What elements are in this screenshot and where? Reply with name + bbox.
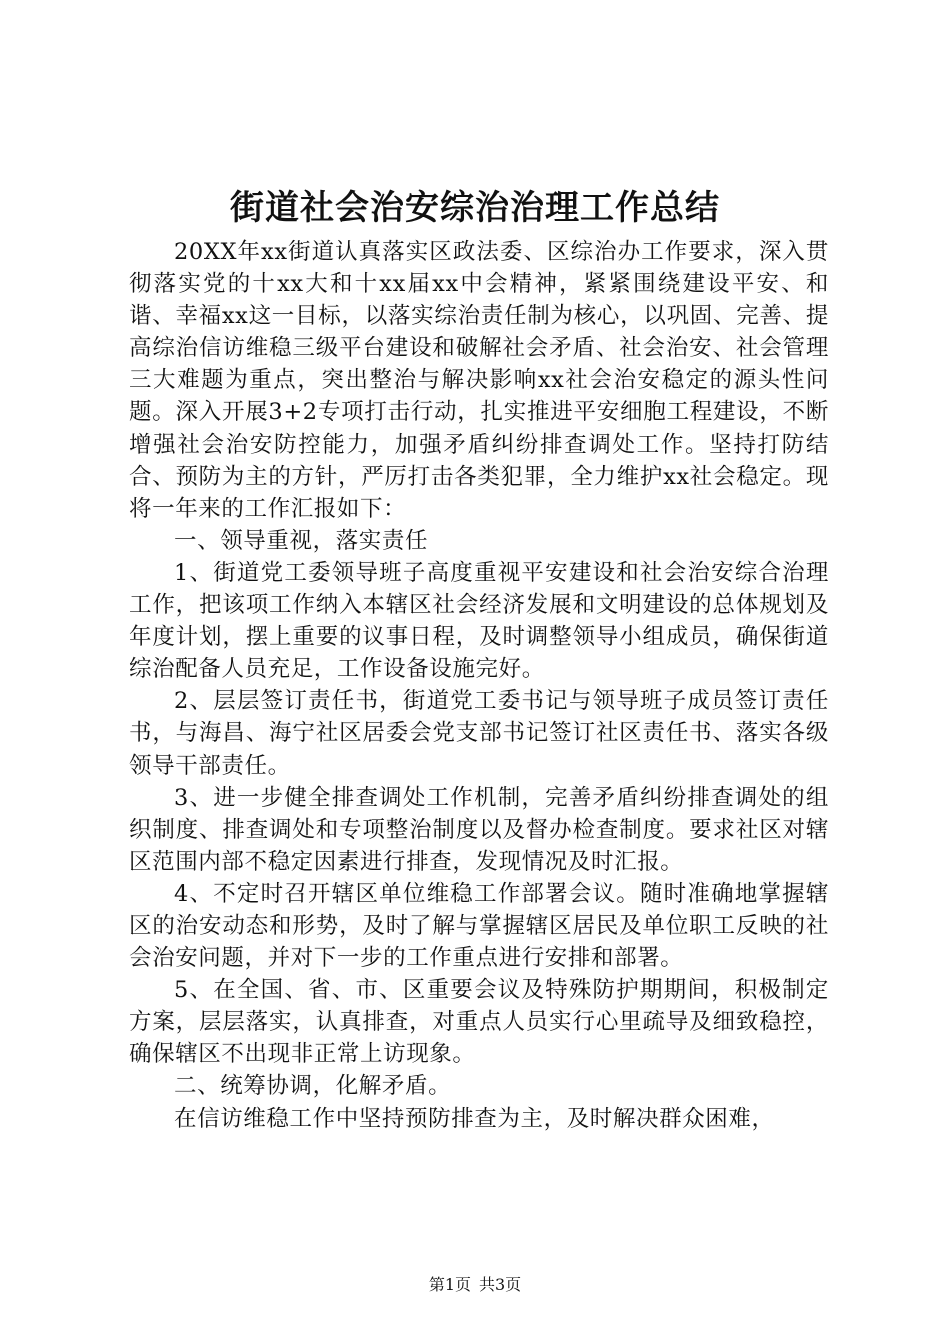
page-footer	[0, 1274, 950, 1296]
paragraph-item-4: 4、不定时召开辖区单位维稳工作部署会议。随时准确地掌握辖区的治安动态和形势，及时了解与掌握辖区居民及单位职工反映的社会治安问题，并对下一步的工作重点进行安排和部署。	[129, 880, 829, 972]
page-total: 共3页	[479, 1275, 522, 1294]
section-heading-1: 一、领导重视，落实责任	[174, 527, 429, 554]
paragraph-intro: 20XX年xx街道认真落实区政法委、区综治办工作要求，深入贯彻落实党的十xx大和十xx届xx中会精神，紧紧围绕建设平安、和谐、幸福xx这一目标，以落实综治责任制为核心，以巩固、完善、提高综治信访维稳三级平台建设和破解社会矛盾、社会治安、社会管理三大难题为重点，突出整治与解决影响xx社会治安稳定的源头性问题。深入开展3+2专项打击行动，扎实推进平安细胞工程建设，不断增强社会治安防控能力，加强矛盾纠纷排查调处工作。坚持打防结合、预防为主的方针，严厉打击各类犯罪，全力维护xx社会稳定。现将一年来的工作汇报如下：	[129, 239, 829, 522]
page-number: 第1页	[428, 1275, 471, 1294]
paragraph-section-2: 在信访维稳工作中坚持预防排查为主，及时解决群众困难，	[174, 1105, 775, 1132]
paragraph-item-5: 5、在全国、省、市、区重要会议及特殊防护期期间，积极制定方案，层层落实，认真排查，对重点人员实行心里疏导及细致稳控，确保辖区不出现非正常上访现象。	[129, 977, 829, 1068]
document-body	[129, 236, 829, 1135]
paragraph-item-3: 3、进一步健全排查调处工作机制，完善矛盾纠纷排查调处的组织制度、排查调处和专项整治制度以及督办检查制度。要求社区对辖区范围内部不稳定因素进行排查，发现情况及时汇报。	[129, 784, 829, 875]
document-title: 街道社会治安综治治理工作总结	[230, 188, 720, 228]
section-heading-2: 二、统筹协调，化解矛盾。	[174, 1073, 452, 1100]
paragraph-item-2: 2、层层签订责任书，街道党工委书记与领导班子成员签订责任书，与海昌、海宁社区居委会党支部书记签订社区责任书、落实各级领导干部责任。	[129, 688, 829, 779]
paragraph-item-1: 1、街道党工委领导班子高度重视平安建设和社会治安综合治理工作，把该项工作纳入本辖区社会经济发展和文明建设的总体规划及年度计划，摆上重要的议事日程，及时调整领导小组成员，确保街道综治配备人员充足，工作设备设施完好。	[129, 559, 829, 683]
